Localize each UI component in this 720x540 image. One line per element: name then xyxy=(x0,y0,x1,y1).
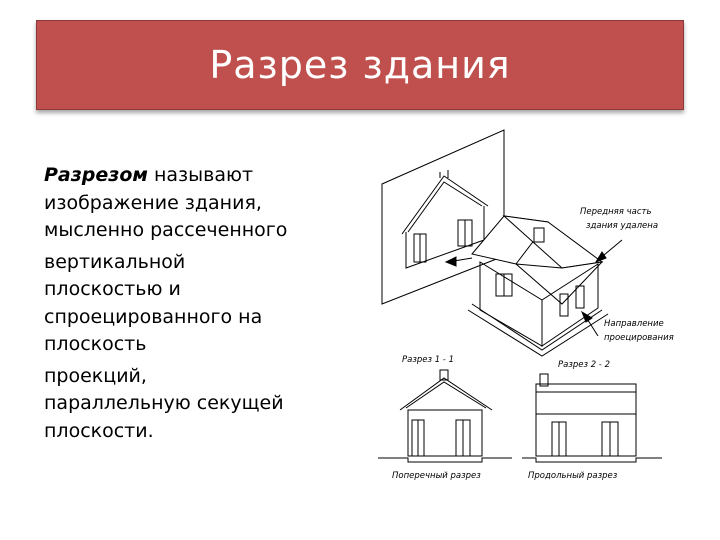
building-section-figure xyxy=(372,124,696,490)
body-text xyxy=(44,162,364,449)
title-bar xyxy=(36,20,684,110)
text-line: изображение здания, xyxy=(44,191,262,214)
section-2-label: Разрез 2 - 2 xyxy=(558,360,610,370)
front-part-label-2: здания удалена xyxy=(586,221,659,231)
text-line: вертикальной xyxy=(44,250,186,273)
text-line: плоскость xyxy=(44,333,147,355)
direction-pointer xyxy=(582,312,598,336)
text-line: плоскостью и xyxy=(44,278,181,300)
text-line: мысленно рассеченного xyxy=(44,219,288,241)
text-line: спроецированного на xyxy=(44,305,263,328)
direction-label-1: Направление xyxy=(604,319,664,329)
front-part-pointer xyxy=(596,240,622,262)
building-section-drawing xyxy=(372,124,696,490)
direction-label-2: проецирования xyxy=(604,333,674,343)
front-part-label-1: Передняя часть xyxy=(580,207,652,217)
paragraph-3 xyxy=(44,363,364,446)
isometric-house xyxy=(468,216,608,356)
longitudinal-section-drawing xyxy=(522,374,662,462)
projection-plane xyxy=(382,130,504,304)
section-1-label: Разрез 1 - 1 xyxy=(402,355,454,365)
term-highlight: Разрезом xyxy=(44,164,148,186)
text-line: параллельную секущей xyxy=(44,392,284,414)
cross-section-caption: Поперечный разрез xyxy=(392,471,481,481)
longitudinal-section-caption: Продольный разрез xyxy=(528,471,618,481)
slide-title: Разрез здания xyxy=(209,43,511,87)
text-line: плоскости. xyxy=(44,419,154,442)
text-line: проекций, xyxy=(44,364,147,387)
text-line: называют xyxy=(147,164,254,186)
paragraph-1 xyxy=(44,162,364,245)
paragraph-2 xyxy=(44,249,364,359)
cross-section-drawing xyxy=(378,370,512,462)
